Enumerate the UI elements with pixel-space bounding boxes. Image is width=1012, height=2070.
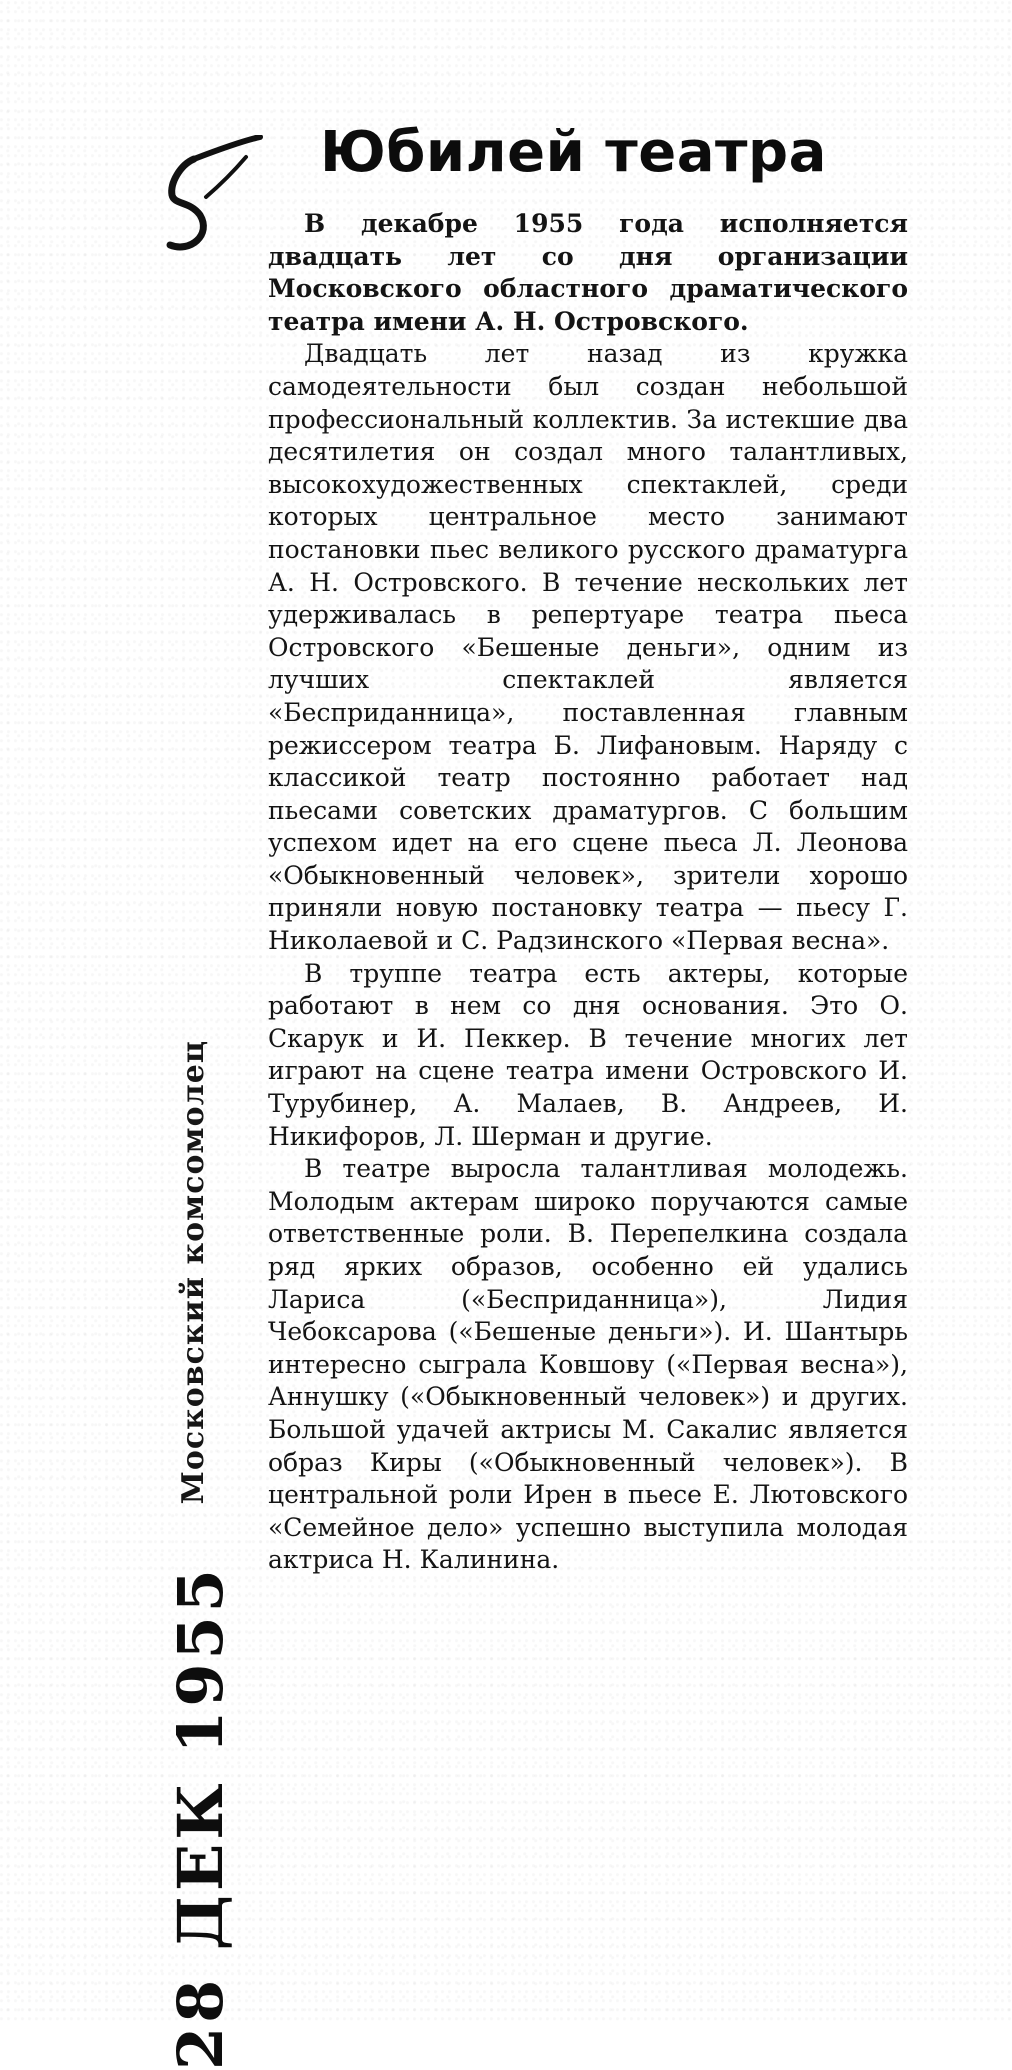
handwritten-mark-icon bbox=[150, 135, 270, 265]
article-paragraph-1: В декабре 1955 года исполняется двадцать лет со дня организации Московского областного драматического театра имени А. Н. Островского. bbox=[268, 209, 908, 336]
article-body bbox=[268, 208, 908, 1577]
article-paragraph-4: В театре выросла талантливая молодежь. Молодым актерам широко поручаются самые ответственные роли. В. Перепелкина создала ряд ярких образов, особенно ей удались Лариса («Бесприданница»), Лидия Чебоксарова («Бешеные деньги»). И. Шантырь интересно сыграла Ковшову («Первая весна»), Аннушку («Обыкновенный человек») и других. Большой удачей актрисы М. Сакалис является образ Киры («Обыкновенный человек»). В центральной роли Ирен в пьесе Е. Лютовского «Семейное дело» успешно выступила молодая актриса Н. Калинина. bbox=[268, 1154, 908, 1575]
article-paragraph-3: В труппе театра есть актеры, которые работают в нем со дня основания. Это О. Скарук и И. Пеккер. В течение многих лет играют на сцене театра имени Островского И. Турубинер, А. Малаев, В. Андреев, И. Никифоров, Л. Шерман и другие. bbox=[268, 958, 908, 1151]
article-paragraph-2: Двадцать лет назад из кружка самодеятельности был создан небольшой профессиональный коллектив. За истекшие два десятилетия он создал много талантливых, высокохудожественных спектаклей, среди которых центральное место занимают постановки пьес великого русского драматурга А. Н. Островского. В течение нескольких лет удерживалась в репертуаре театра пьеса Островского «Бешеные деньги», одним из лучших спектаклей является «Бесприданница», поставленная главным режиссером театра Б. Лифановым. Наряду с классикой театр постоянно работает над пьесами советских драматургов. С большим успехом идет на его сцене пьеса Л. Леонова «Обыкновенный человек», зрители хорошо приняли новую постановку театра — пьесу Г. Николаевой и С. Радзинского «Первая весна». bbox=[268, 339, 908, 956]
headline: Юбилей театра bbox=[320, 120, 827, 185]
newspaper-name: Московский комсомолец bbox=[176, 1040, 211, 1505]
stamp-date: 28 ДЕК 1955 bbox=[164, 1565, 237, 2070]
